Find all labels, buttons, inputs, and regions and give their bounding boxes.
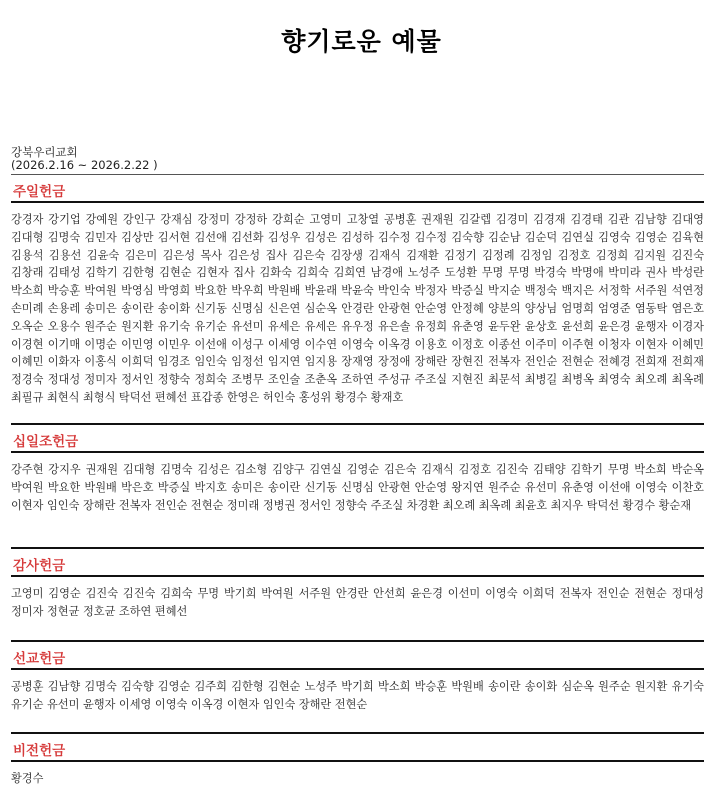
section-header (11, 174, 704, 203)
section-tithe (11, 423, 704, 514)
section-header (11, 547, 704, 577)
section-vision (11, 732, 704, 788)
section-header (11, 423, 704, 453)
name-list: 공병훈 김남향 김명숙 김숙향 김영순 김주희 김한형 김현순 노성주 박기희 박소희 박승훈 박원배 송이란 송이화 심순옥 원주순 원지환 유기숙 유기순 유선미 윤행자 이세영 이영숙 이옥경 이현자 임인숙 장해란 전현순 (11, 680, 704, 711)
name-list: 황경수 (11, 772, 44, 785)
section-thanksgiving (11, 547, 704, 621)
section-sunday-offering (11, 174, 704, 407)
section-title: 선교헌금 (13, 651, 66, 667)
section-title: 감사헌금 (13, 558, 66, 574)
church-name: 강북우리교회 (11, 145, 78, 159)
name-list: 강경자 강기업 강예원 강인구 강재심 강정미 강정하 강희순 고영미 고창열 공병훈 권재원 김갈렙 김경미 김경재 김경태 김관 김남향 김대영 김대형 김명숙 김민자 김상만 김서현 김선애 김선화 김성우 김성은 김성하 김수정 김수정 김숙향 김순남 김순덕 김연실 김영숙 김영순 김육현 김용석 김용선 김윤숙 김은미 김은성 목사 김은성 집사 김은숙 김장생 김재식 김재환 김정기 김정례 김정임 김정호 김정희 김지원 김진숙 김창래 김태성 김학기 김한형 김현순 김현자 집사 김화숙 김희숙 김희연 남경애 노성주 도성환 무명 무명 박경숙 박명애 박미라 권사 박성란 박소희 박승훈 박여원 박영심 박영희 박요한 박우희 박원배 박윤래 박윤숙 박인숙 박정자 박증실 박지순 백정숙 백지은 서정학 서주원 석연정 손미례 손용레 송미은 송이란 송이화 신기동 신명심 신은연 심순옥 안경란 안광현 안순영 안정혜 양분의 양상님 엄명희 엄영준 염동탁 염은호 오옥순 오용수 원주순 원지환 유기숙 유기순 유선미 유세은 유세은 유우정 유은솔 유정희 유춘영 윤두완 윤상호 윤선희 윤은경 윤행자 이경자 이경현 이기매 이명순 이민영 이민우 이선애 이성구 이세영 이수연 이영숙 이옥경 이용호 이정호 이종선 이주미 이주현 이청자 이현자 이혜민 이혜민 이화자 이홍식 이희덕 임경조 임인숙 임정선 임지연 임지용 장재영 장정애 장해란 장현진 전복자 전인순 전현순 전혜경 전희재 전희재 정경숙 정대성 정미자 정서인 정향숙 정희숙 조병무 조인술 조춘옥 조하연 주성규 주조실 지현진 최문석 최병길 최병옥 최영숙 최오례 최옥례 최필규 최현식 최형식 탁덕선 편혜선 표갑종 한영은 허인숙 홍성위 황경수 황재호 (11, 213, 704, 404)
section-title: 주일헌금 (13, 184, 66, 200)
section-header (11, 732, 704, 762)
section-header (11, 640, 704, 670)
name-list: 고영미 김영순 김진숙 김진숙 김희숙 무명 박기희 박여원 서주원 안경란 안선희 윤은경 이선미 이영숙 이희덕 전복자 전인순 전현순 정대성 정미자 정현균 정호균 조하연 편혜선 (11, 587, 704, 618)
page-title: 향기로운 예물 (281, 27, 442, 56)
section-title: 비전헌금 (13, 743, 66, 759)
name-list: 강주현 강지우 권재원 김대형 김명숙 김성은 김소형 김양구 김연실 김영순 김은숙 김재식 김정호 김진숙 김태양 김학기 무명 박소희 박순옥 박여원 박요한 박원배 박은호 박증실 박지호 송미은 송이란 신기동 신명심 안광현 안순영 왕지연 원주순 유선미 유춘영 이선애 이영숙 이찬호 이현자 임인숙 장해란 전복자 전인순 전현순 정미래 정병권 정서인 정향숙 주조실 차경환 최오례 최옥례 최윤호 최지우 탁덕선 황경수 황순재 (11, 463, 704, 512)
section-title: 십일조헌금 (13, 434, 79, 450)
period-range: (2026.2.16 ~ 2026.2.22 ) (11, 158, 158, 172)
section-mission (11, 640, 704, 714)
